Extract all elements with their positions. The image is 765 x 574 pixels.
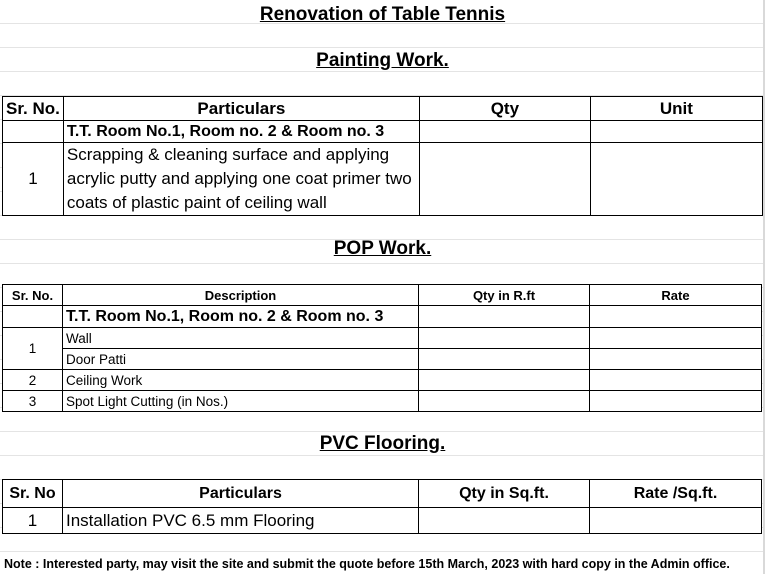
pop-room-sr [3,306,63,328]
painting-room-label: T.T. Room No.1, Room no. 2 & Room no. 3 [63,121,419,143]
document-title: Renovation of Table Tennis [259,4,506,25]
pvc-header-sr: Sr. No [3,480,63,508]
pop-row-rate-door-patti [590,349,762,370]
pop-row-rate-ceiling [590,370,762,391]
painting-work-table [2,96,763,216]
pop-row-text-spot-light: Spot Light Cutting (in Nos.) [63,391,419,412]
pop-row-sr-1: 1 [3,328,63,370]
pop-row-sr-3: 3 [3,391,63,412]
pop-row-qty-wall [419,328,590,349]
painting-room-unit [590,121,762,143]
painting-header-unit: Unit [590,97,762,121]
pop-header-sr: Sr. No. [3,285,63,306]
painting-row-text: Scrapping & cleaning surface and applying acrylic putty and applying one coat primer two coats of plastic paint of ceiling wall [63,143,419,216]
table-row [3,391,762,412]
pvc-row-qty [419,508,590,534]
pop-work-table [2,284,762,412]
pop-room-qty [419,306,590,328]
pvc-header-row [3,480,762,508]
painting-header-sr: Sr. No. [3,97,64,121]
pvc-header-qty: Qty in Sq.ft. [419,480,590,508]
pop-row-qty-spot-light [419,391,590,412]
painting-header-row [3,97,763,121]
pop-row-text-door-patti: Door Patti [63,349,419,370]
painting-header-qty: Qty [419,97,590,121]
painting-room-row [3,121,763,143]
painting-row-unit [590,143,762,216]
pvc-flooring-heading: PVC Flooring. [319,433,446,454]
pvc-row-text: Installation PVC 6.5 mm Flooring [63,508,419,534]
pop-header-qty: Qty in R.ft [419,285,590,306]
table-row [3,370,762,391]
table-row [3,328,762,349]
painting-row-sr: 1 [3,143,64,216]
pvc-header-rate: Rate /Sq.ft. [590,480,762,508]
pvc-row-sr: 1 [3,508,63,534]
pop-row-text-ceiling: Ceiling Work [63,370,419,391]
pop-header-rate: Rate [590,285,762,306]
pop-row-rate-wall [590,328,762,349]
painting-room-sr [3,121,64,143]
painting-work-heading: Painting Work. [316,50,449,71]
painting-row-qty [419,143,590,216]
pop-row-qty-ceiling [419,370,590,391]
pop-header-description: Description [63,285,419,306]
pop-room-rate [590,306,762,328]
pvc-flooring-table [2,479,762,534]
table-row [3,143,763,216]
pvc-row-rate [590,508,762,534]
pop-header-row [3,285,762,306]
table-row [3,349,762,370]
pop-row-rate-spot-light [590,391,762,412]
table-row [3,508,762,534]
pop-row-qty-door-patti [419,349,590,370]
pop-room-label: T.T. Room No.1, Room no. 2 & Room no. 3 [63,306,419,328]
pop-room-row [3,306,762,328]
footer-note: Note : Interested party, may visit the site and submit the quote before 15th March, 2023 with hard copy in the Admin office. [4,557,730,571]
painting-header-particulars: Particulars [63,97,419,121]
pop-row-sr-2: 2 [3,370,63,391]
pop-row-text-wall: Wall [63,328,419,349]
pop-work-heading: POP Work. [333,238,432,259]
painting-room-qty [419,121,590,143]
pvc-header-particulars: Particulars [63,480,419,508]
